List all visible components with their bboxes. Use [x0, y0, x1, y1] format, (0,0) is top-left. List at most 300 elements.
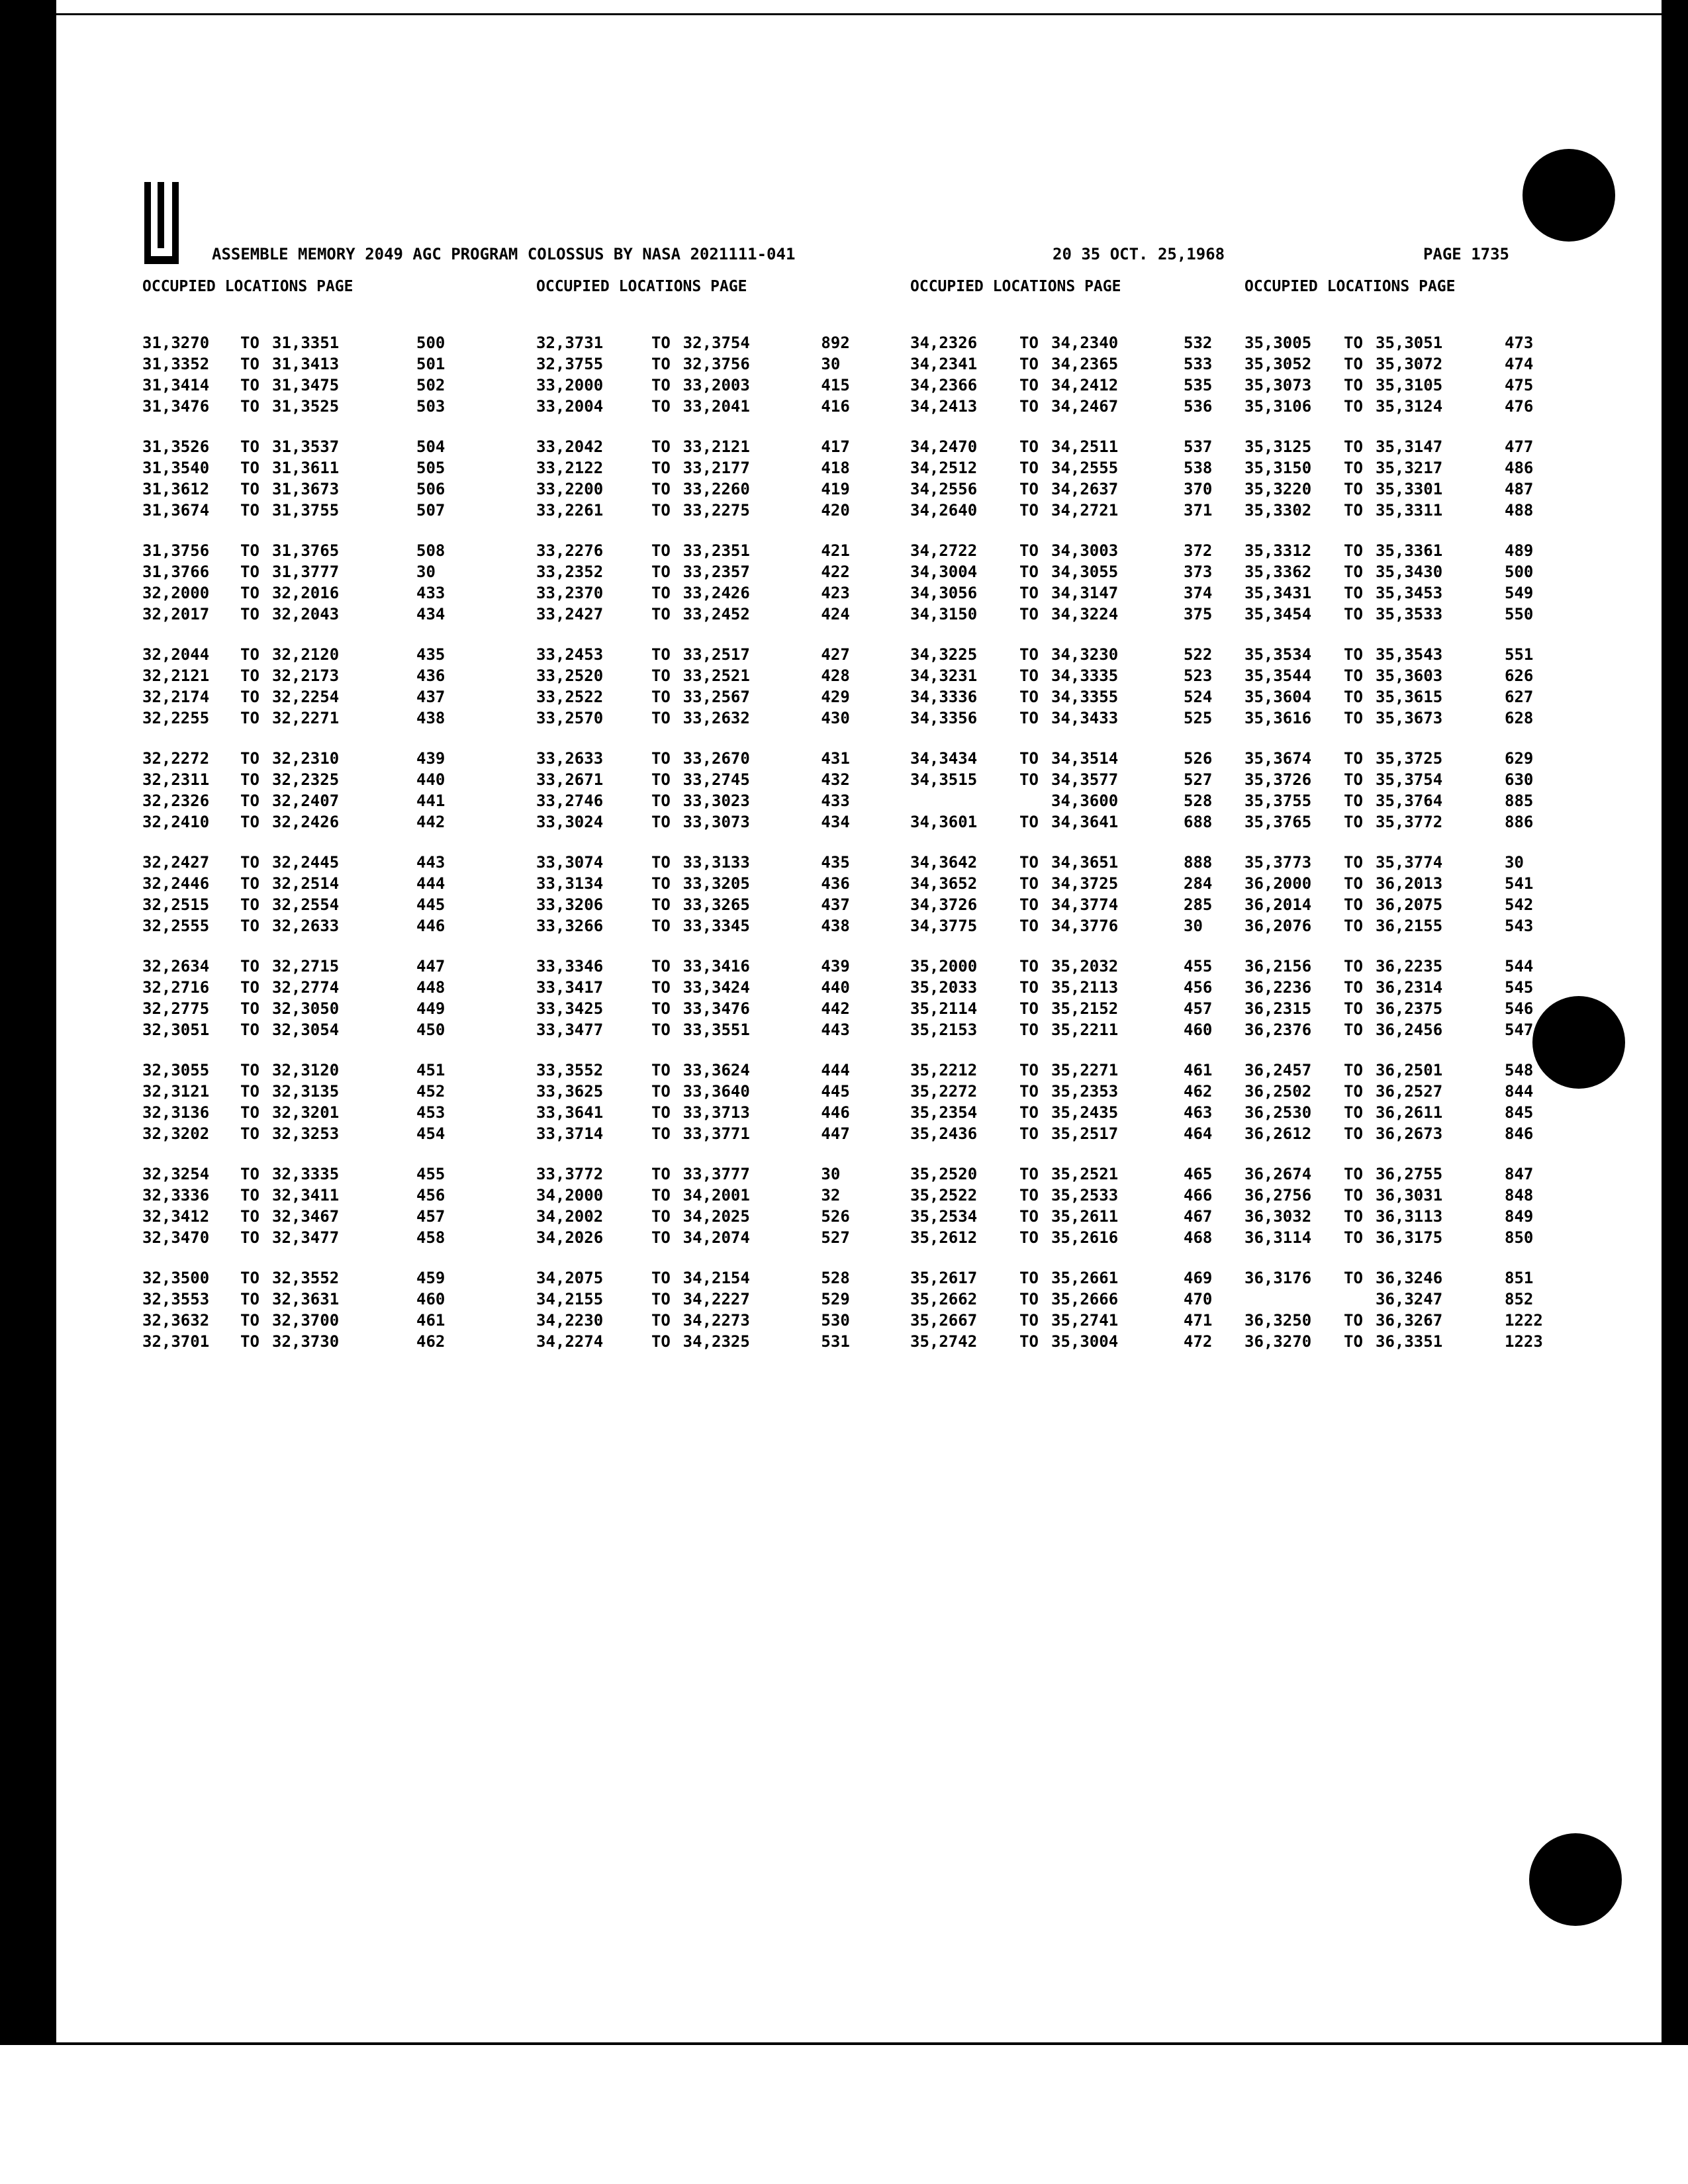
- page-number: 475: [1505, 376, 1534, 394]
- end-location: 34,2154: [682, 1269, 750, 1287]
- end-location: 32,3201: [272, 1103, 340, 1122]
- end-location: 33,3777: [682, 1165, 750, 1183]
- start-location: 35,3765: [1244, 813, 1312, 831]
- start-location: 34,3652: [910, 874, 978, 893]
- to-keyword: TO: [1019, 957, 1039, 976]
- start-location: 34,3775: [910, 917, 978, 935]
- location-row: [536, 1227, 867, 1248]
- to-keyword: TO: [240, 459, 259, 477]
- location-row: [142, 1289, 473, 1310]
- location-row: [1244, 1163, 1575, 1185]
- end-location: 36,2527: [1376, 1082, 1443, 1101]
- end-location: 35,3301: [1376, 480, 1443, 498]
- page-number: 848: [1505, 1186, 1534, 1205]
- row-group: [536, 1267, 867, 1352]
- end-location: 32,2254: [272, 688, 340, 706]
- start-location: 32,2427: [142, 853, 210, 872]
- start-location: 33,2004: [536, 397, 604, 416]
- to-keyword: TO: [1344, 978, 1363, 997]
- page-number: 529: [821, 1290, 850, 1308]
- location-row: [910, 500, 1241, 521]
- location-row: [142, 873, 473, 894]
- end-location: 35,3105: [1376, 376, 1443, 394]
- start-location: 34,2413: [910, 397, 978, 416]
- end-location: 32,3552: [272, 1269, 340, 1287]
- page-number: 629: [1505, 749, 1534, 768]
- location-row: [910, 1267, 1241, 1289]
- page-number: 415: [821, 376, 850, 394]
- end-location: 31,3673: [272, 480, 340, 498]
- row-group: [142, 436, 473, 521]
- page-number: 460: [416, 1290, 445, 1308]
- to-keyword: TO: [1019, 1332, 1039, 1351]
- location-row: [142, 790, 473, 811]
- page-number: 541: [1505, 874, 1534, 893]
- to-keyword: TO: [240, 792, 259, 810]
- to-keyword: TO: [1019, 584, 1039, 602]
- scan-rule-bottom: [0, 2042, 1688, 2045]
- page-number: 502: [416, 376, 445, 394]
- to-keyword: TO: [1019, 709, 1039, 727]
- to-keyword: TO: [651, 1332, 671, 1351]
- start-location: 34,2722: [910, 541, 978, 560]
- location-row: [910, 707, 1241, 729]
- to-keyword: TO: [651, 1311, 671, 1330]
- page-number: 477: [1505, 437, 1534, 456]
- location-row: [536, 707, 867, 729]
- end-location: 35,3772: [1376, 813, 1443, 831]
- row-group: [910, 748, 1241, 833]
- location-row: [142, 811, 473, 833]
- to-keyword: TO: [1019, 1228, 1039, 1247]
- start-location: 35,3150: [1244, 459, 1312, 477]
- location-row: [536, 540, 867, 561]
- end-location: 33,2260: [682, 480, 750, 498]
- row-group: [910, 1060, 1241, 1144]
- location-row: [142, 396, 473, 417]
- location-row: [1244, 956, 1575, 977]
- start-location: 31,3476: [142, 397, 210, 416]
- to-keyword: TO: [240, 605, 259, 623]
- start-location: 34,2640: [910, 501, 978, 520]
- page-number: 438: [821, 917, 850, 935]
- start-location: 36,3270: [1244, 1332, 1312, 1351]
- to-keyword: TO: [240, 480, 259, 498]
- location-row: [536, 478, 867, 500]
- to-keyword: TO: [240, 501, 259, 520]
- to-keyword: TO: [1344, 1186, 1363, 1205]
- start-location: 33,2453: [536, 645, 604, 664]
- locations-column: [1244, 278, 1575, 1371]
- location-row: [536, 956, 867, 977]
- start-location: 36,2530: [1244, 1103, 1312, 1122]
- start-location: 34,2556: [910, 480, 978, 498]
- page-number: 416: [821, 397, 850, 416]
- page-number: 435: [821, 853, 850, 872]
- location-row: [910, 686, 1241, 707]
- to-keyword: TO: [1344, 770, 1363, 789]
- start-location: 34,2230: [536, 1311, 604, 1330]
- to-keyword: TO: [1019, 1269, 1039, 1287]
- to-keyword: TO: [1344, 749, 1363, 768]
- page-number: 30: [821, 355, 841, 373]
- start-location: 35,3616: [1244, 709, 1312, 727]
- to-keyword: TO: [240, 1061, 259, 1079]
- to-keyword: TO: [240, 1332, 259, 1351]
- start-location: 32,3121: [142, 1082, 210, 1101]
- page-number: 451: [416, 1061, 445, 1079]
- to-keyword: TO: [240, 666, 259, 685]
- page-number: 500: [416, 334, 445, 352]
- to-keyword: TO: [1344, 1228, 1363, 1247]
- row-group: [1244, 1163, 1575, 1248]
- location-row: [536, 1123, 867, 1144]
- to-keyword: TO: [1019, 666, 1039, 685]
- to-keyword: TO: [651, 853, 671, 872]
- location-row: [1244, 915, 1575, 936]
- page-number: 445: [416, 895, 445, 914]
- start-location: 34,2075: [536, 1269, 604, 1287]
- page-number: 450: [416, 1021, 445, 1039]
- page-number: 465: [1184, 1165, 1213, 1183]
- page-number: 445: [821, 1082, 850, 1101]
- page-number: 434: [821, 813, 850, 831]
- start-location: 32,2515: [142, 895, 210, 914]
- to-keyword: TO: [240, 437, 259, 456]
- end-location: 36,3113: [1376, 1207, 1443, 1226]
- page-number: 524: [1184, 688, 1213, 706]
- row-group: [142, 748, 473, 833]
- start-location: 35,3454: [1244, 605, 1312, 623]
- to-keyword: TO: [240, 1269, 259, 1287]
- page-number: 433: [821, 792, 850, 810]
- location-row: [142, 852, 473, 873]
- location-row: [536, 852, 867, 873]
- location-row: [1244, 1206, 1575, 1227]
- location-row: [536, 1019, 867, 1040]
- end-location: 35,3764: [1376, 792, 1443, 810]
- location-row: [536, 1060, 867, 1081]
- end-location: 34,2340: [1051, 334, 1119, 352]
- page-number: 437: [416, 688, 445, 706]
- start-location: 33,2370: [536, 584, 604, 602]
- end-location: 33,3551: [682, 1021, 750, 1039]
- end-location: 36,3247: [1376, 1290, 1443, 1308]
- start-location: 35,3106: [1244, 397, 1312, 416]
- start-location: 32,2044: [142, 645, 210, 664]
- location-row: [1244, 604, 1575, 625]
- page-number: 433: [416, 584, 445, 602]
- to-keyword: TO: [1344, 957, 1363, 976]
- to-keyword: TO: [1019, 334, 1039, 352]
- row-group: [536, 1060, 867, 1144]
- to-keyword: TO: [1344, 397, 1363, 416]
- page-number: 30: [1184, 917, 1203, 935]
- page-number: 420: [821, 501, 850, 520]
- location-row: [142, 707, 473, 729]
- page-number: 549: [1505, 584, 1534, 602]
- location-row: [1244, 540, 1575, 561]
- end-location: 36,2501: [1376, 1061, 1443, 1079]
- end-location: 35,2521: [1051, 1165, 1119, 1183]
- page-number: 505: [416, 459, 445, 477]
- page-number: 453: [416, 1103, 445, 1122]
- column-heading: OCCUPIED LOCATIONS PAGE: [1244, 278, 1456, 295]
- start-location: 33,3346: [536, 957, 604, 976]
- page-number: 844: [1505, 1082, 1534, 1101]
- page-number: 528: [821, 1269, 850, 1287]
- start-location: 33,2520: [536, 666, 604, 685]
- end-location: 35,3673: [1376, 709, 1443, 727]
- start-location: 33,3134: [536, 874, 604, 893]
- page-number: 440: [416, 770, 445, 789]
- end-location: 34,3577: [1051, 770, 1119, 789]
- end-location: 36,2456: [1376, 1021, 1443, 1039]
- start-location: 35,3674: [1244, 749, 1312, 768]
- to-keyword: TO: [1344, 605, 1363, 623]
- location-row: [910, 1289, 1241, 1310]
- to-keyword: TO: [651, 792, 671, 810]
- page-number: 530: [821, 1311, 850, 1330]
- location-row: [1244, 561, 1575, 582]
- page-number: 537: [1184, 437, 1213, 456]
- location-row: [142, 540, 473, 561]
- location-row: [910, 977, 1241, 998]
- end-location: 34,2273: [682, 1311, 750, 1330]
- to-keyword: TO: [1019, 895, 1039, 914]
- start-location: 36,2156: [1244, 957, 1312, 976]
- start-location: 34,3225: [910, 645, 978, 664]
- page-number: 528: [1184, 792, 1213, 810]
- end-location: 36,2075: [1376, 895, 1443, 914]
- to-keyword: TO: [651, 978, 671, 997]
- row-group: [1244, 644, 1575, 729]
- start-location: 34,2155: [536, 1290, 604, 1308]
- end-location: 34,3514: [1051, 749, 1119, 768]
- to-keyword: TO: [1344, 437, 1363, 456]
- end-location: 33,3416: [682, 957, 750, 976]
- location-row: [536, 1310, 867, 1331]
- start-location: 35,3362: [1244, 563, 1312, 581]
- location-row: [142, 1227, 473, 1248]
- tab-marker: [144, 182, 189, 268]
- end-location: 36,2375: [1376, 999, 1443, 1018]
- to-keyword: TO: [651, 1103, 671, 1122]
- page-number: 427: [821, 645, 850, 664]
- end-location: 35,3051: [1376, 334, 1443, 352]
- to-keyword: TO: [240, 1186, 259, 1205]
- location-row: [910, 396, 1241, 417]
- location-row: [536, 561, 867, 582]
- to-keyword: TO: [651, 605, 671, 623]
- location-row: [142, 1206, 473, 1227]
- to-keyword: TO: [1344, 1061, 1363, 1079]
- start-location: 32,3136: [142, 1103, 210, 1122]
- end-location: 35,3774: [1376, 853, 1443, 872]
- start-location: 36,3176: [1244, 1269, 1312, 1287]
- end-location: 34,3003: [1051, 541, 1119, 560]
- location-row: [142, 998, 473, 1019]
- end-location: 35,2661: [1051, 1269, 1119, 1287]
- to-keyword: TO: [240, 999, 259, 1018]
- to-keyword: TO: [651, 355, 671, 373]
- to-keyword: TO: [651, 1061, 671, 1079]
- to-keyword: TO: [1019, 999, 1039, 1018]
- location-row: [142, 1331, 473, 1352]
- to-keyword: TO: [1344, 501, 1363, 520]
- start-location: 31,3352: [142, 355, 210, 373]
- location-row: [536, 396, 867, 417]
- header-date: 20 35 OCT. 25,1968: [1053, 245, 1225, 263]
- end-location: 33,2041: [682, 397, 750, 416]
- to-keyword: TO: [1019, 688, 1039, 706]
- page-number: 461: [416, 1311, 445, 1330]
- page-number: 523: [1184, 666, 1213, 685]
- end-location: 32,3335: [272, 1165, 340, 1183]
- page-number: 542: [1505, 895, 1534, 914]
- page-number: 421: [821, 541, 850, 560]
- end-location: 35,3072: [1376, 355, 1443, 373]
- location-row: [536, 1185, 867, 1206]
- location-row: [536, 436, 867, 457]
- location-row: [536, 1267, 867, 1289]
- end-location: 32,3730: [272, 1332, 340, 1351]
- to-keyword: TO: [651, 813, 671, 831]
- to-keyword: TO: [1344, 1103, 1363, 1122]
- row-group: [142, 956, 473, 1040]
- start-location: 35,2436: [910, 1124, 978, 1143]
- to-keyword: TO: [651, 688, 671, 706]
- location-row: [536, 998, 867, 1019]
- start-location: 33,3772: [536, 1165, 604, 1183]
- location-row: [910, 852, 1241, 873]
- end-location: 32,2774: [272, 978, 340, 997]
- to-keyword: TO: [651, 437, 671, 456]
- location-row: [1244, 1102, 1575, 1123]
- location-row: [142, 457, 473, 478]
- start-location: 31,3674: [142, 501, 210, 520]
- end-location: 31,3537: [272, 437, 340, 456]
- to-keyword: TO: [240, 584, 259, 602]
- page-header: [212, 245, 1509, 271]
- row-group: [142, 644, 473, 729]
- page-number: 504: [416, 437, 445, 456]
- start-location: 31,3756: [142, 541, 210, 560]
- to-keyword: TO: [240, 917, 259, 935]
- to-keyword: TO: [651, 480, 671, 498]
- page-number: 456: [1184, 978, 1213, 997]
- row-group: [142, 1267, 473, 1352]
- page-number: 531: [821, 1332, 850, 1351]
- start-location: 31,3526: [142, 437, 210, 456]
- end-location: 36,2314: [1376, 978, 1443, 997]
- end-location: 31,3475: [272, 376, 340, 394]
- row-group: [1244, 1060, 1575, 1144]
- end-location: 36,2235: [1376, 957, 1443, 976]
- page-number: 886: [1505, 813, 1534, 831]
- page-number: 30: [416, 563, 436, 581]
- page-number: 441: [416, 792, 445, 810]
- end-location: 33,2275: [682, 501, 750, 520]
- end-location: 34,2467: [1051, 397, 1119, 416]
- location-row: [1244, 873, 1575, 894]
- location-row: [910, 540, 1241, 561]
- row-group: [536, 852, 867, 936]
- end-location: 32,3411: [272, 1186, 340, 1205]
- end-location: 32,2407: [272, 792, 340, 810]
- to-keyword: TO: [1019, 1103, 1039, 1122]
- location-row: [536, 873, 867, 894]
- to-keyword: TO: [240, 1311, 259, 1330]
- start-location: 34,2026: [536, 1228, 604, 1247]
- to-keyword: TO: [651, 770, 671, 789]
- page-number: 535: [1184, 376, 1213, 394]
- end-location: 33,2452: [682, 605, 750, 623]
- location-row: [1244, 1310, 1575, 1331]
- to-keyword: TO: [651, 999, 671, 1018]
- end-location: 35,2152: [1051, 999, 1119, 1018]
- end-location: 35,2353: [1051, 1082, 1119, 1101]
- end-location: 34,2412: [1051, 376, 1119, 394]
- end-location: 33,3205: [682, 874, 750, 893]
- start-location: 31,3270: [142, 334, 210, 352]
- end-location: 35,3725: [1376, 749, 1443, 768]
- to-keyword: TO: [240, 355, 259, 373]
- to-keyword: TO: [1019, 376, 1039, 394]
- start-location: 32,2311: [142, 770, 210, 789]
- page-number: 452: [416, 1082, 445, 1101]
- page-number: 628: [1505, 709, 1534, 727]
- to-keyword: TO: [1344, 459, 1363, 477]
- page-number: 424: [821, 605, 850, 623]
- end-location: 34,2365: [1051, 355, 1119, 373]
- location-row: [910, 998, 1241, 1019]
- to-keyword: TO: [240, 1165, 259, 1183]
- location-row: [142, 956, 473, 977]
- location-row: [1244, 1081, 1575, 1102]
- start-location: 33,3024: [536, 813, 604, 831]
- end-location: 34,3147: [1051, 584, 1119, 602]
- location-row: [1244, 396, 1575, 417]
- page-number: 457: [1184, 999, 1213, 1018]
- location-row: [1244, 353, 1575, 375]
- end-location: 36,2155: [1376, 917, 1443, 935]
- location-row: [910, 353, 1241, 375]
- to-keyword: TO: [651, 334, 671, 352]
- start-location: 35,2114: [910, 999, 978, 1018]
- page-number: 846: [1505, 1124, 1534, 1143]
- row-group: [910, 1267, 1241, 1352]
- end-location: 32,2173: [272, 666, 340, 685]
- page-number: 845: [1505, 1103, 1534, 1122]
- to-keyword: TO: [651, 874, 671, 893]
- to-keyword: TO: [1344, 1269, 1363, 1287]
- location-row: [536, 686, 867, 707]
- location-row: [1244, 582, 1575, 604]
- location-row: [142, 1081, 473, 1102]
- to-keyword: TO: [240, 688, 259, 706]
- start-location: 35,3755: [1244, 792, 1312, 810]
- start-location: 32,3412: [142, 1207, 210, 1226]
- start-location: 31,3414: [142, 376, 210, 394]
- start-location: 34,3056: [910, 584, 978, 602]
- end-location: 36,2611: [1376, 1103, 1443, 1122]
- to-keyword: TO: [1019, 1124, 1039, 1143]
- page-number: 455: [416, 1165, 445, 1183]
- end-location: 34,3776: [1051, 917, 1119, 935]
- to-keyword: TO: [1344, 1311, 1363, 1330]
- end-location: 33,2745: [682, 770, 750, 789]
